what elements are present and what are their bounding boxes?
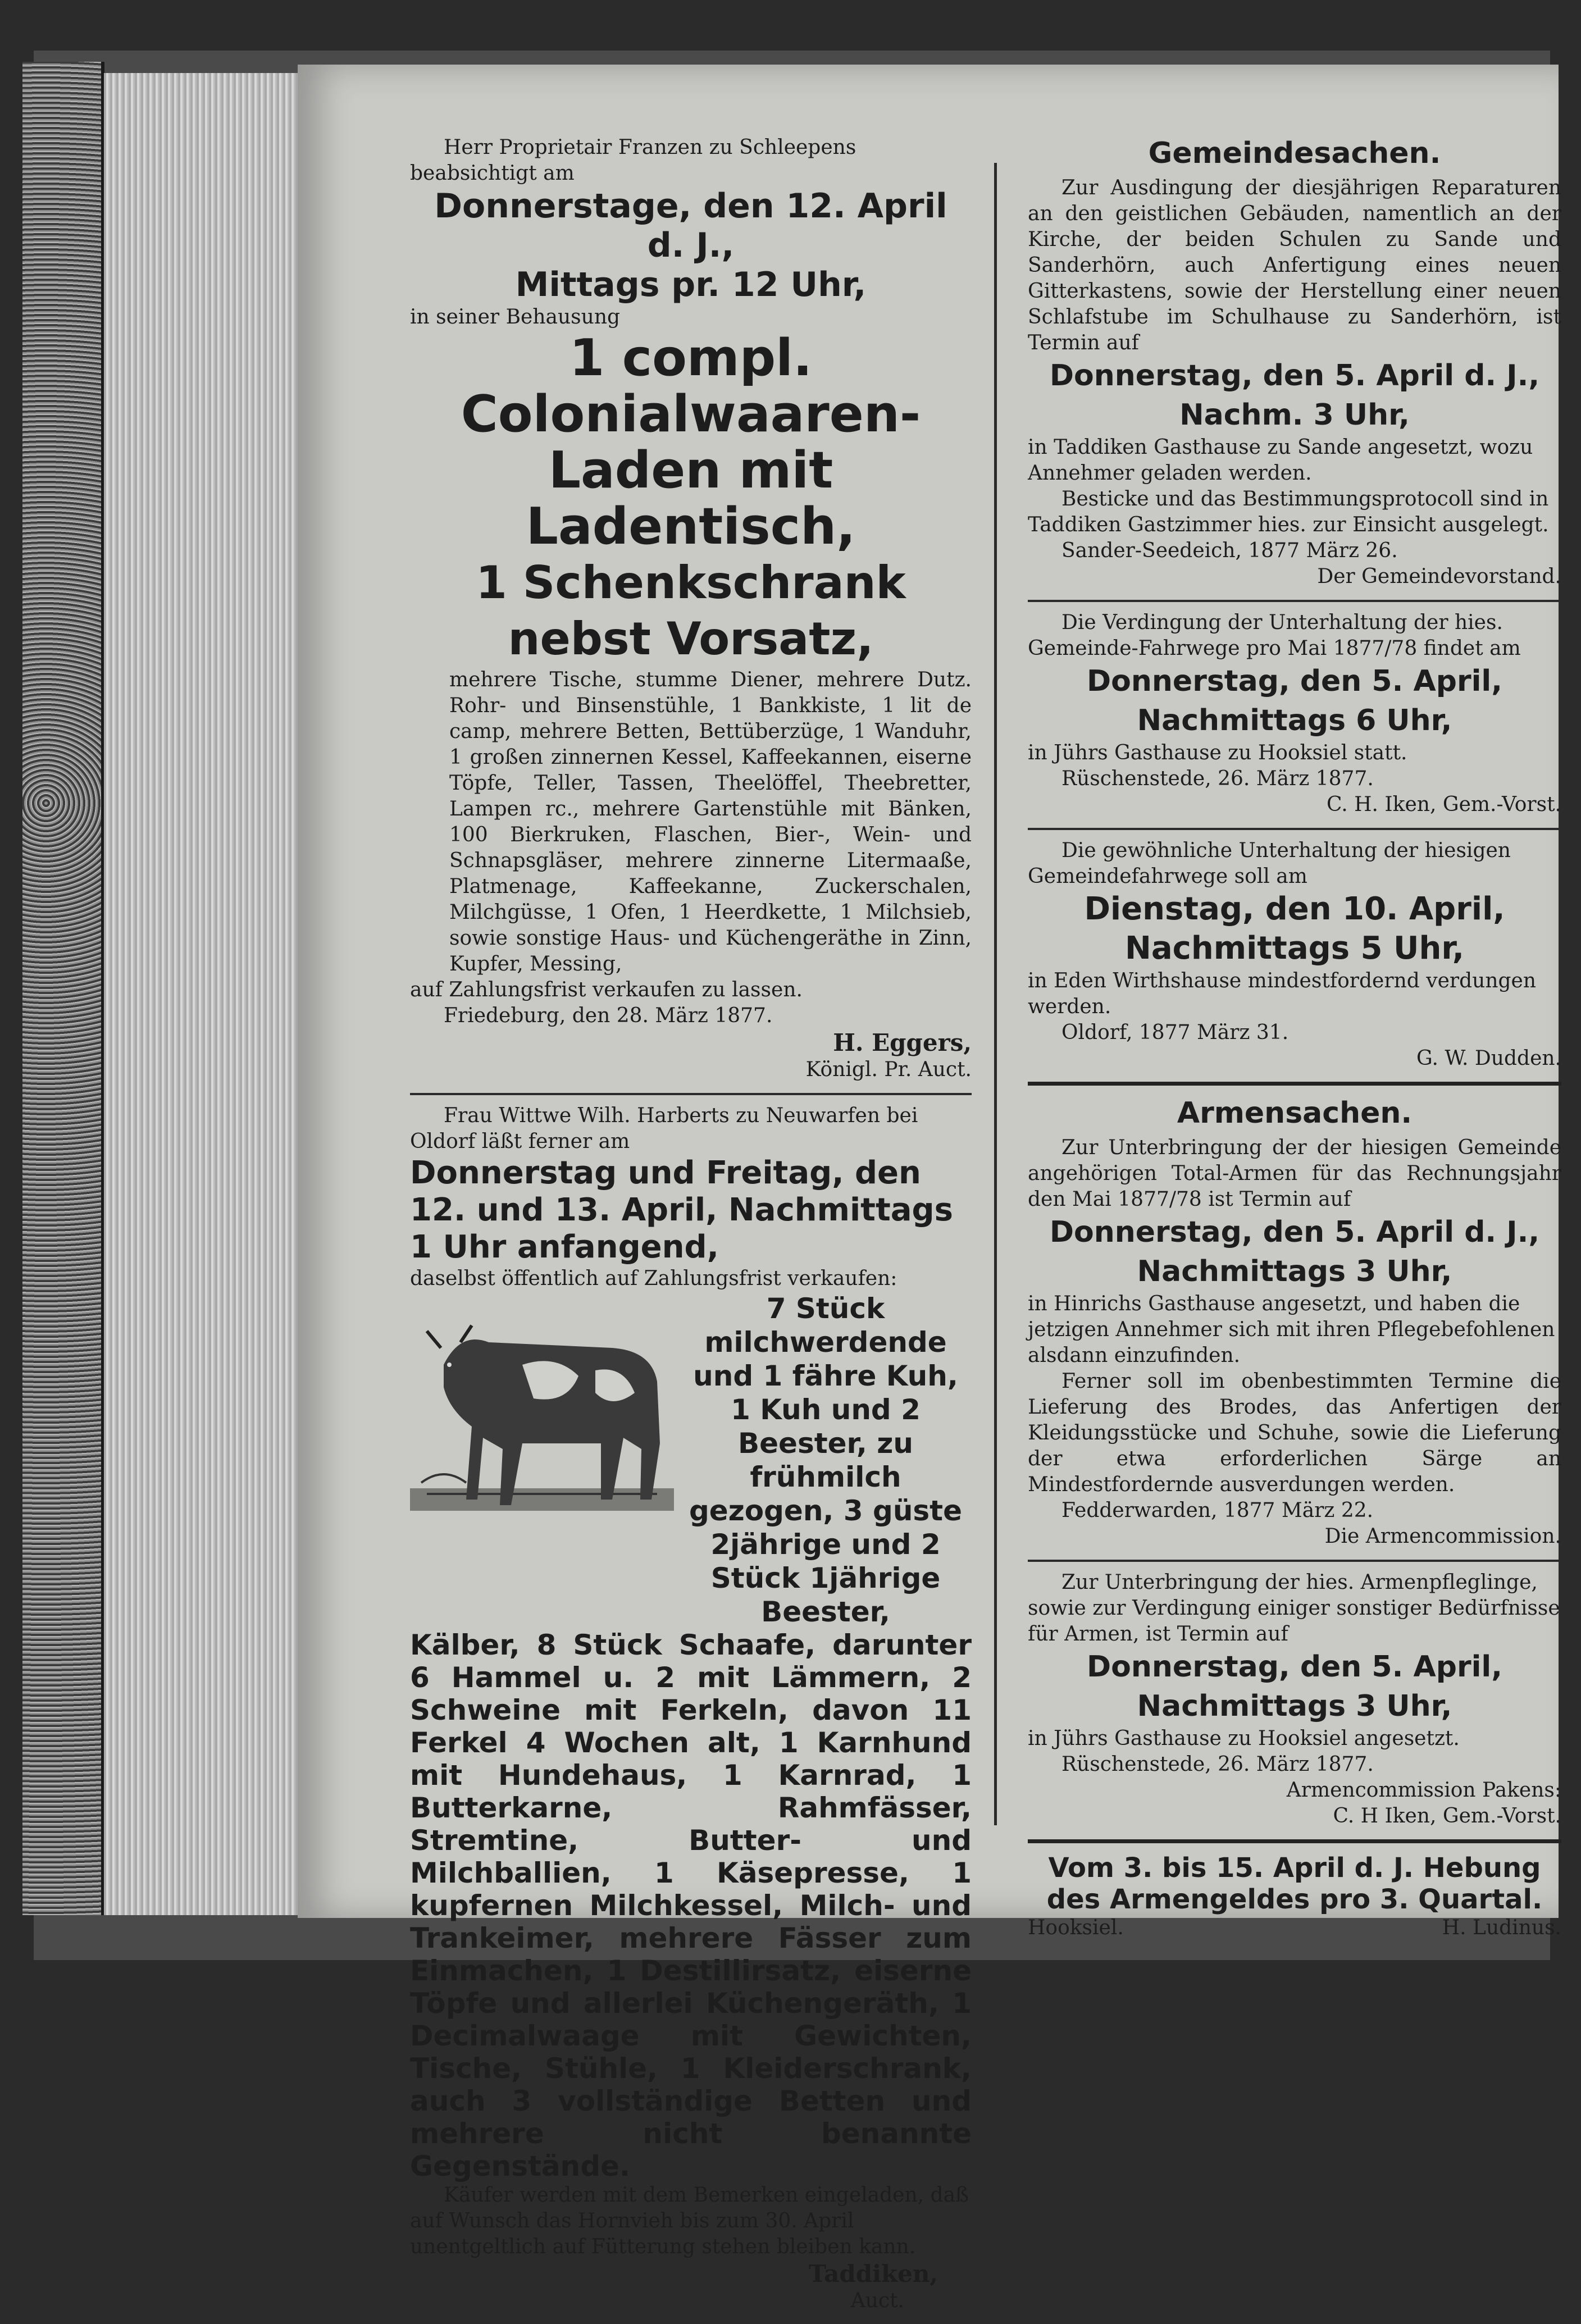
notice-place: Hooksiel.	[1028, 1916, 1124, 1939]
cow-woodcut-illustration	[410, 1297, 674, 1539]
notice-signer: G. W. Dudden.	[1416, 1047, 1561, 1070]
notice-date: Donnerstag, den 5. April,	[1087, 1650, 1502, 1684]
ad-items: Kälber, 8 Stück Schaafe, darunter 6 Hammel u. 2 mit Lämmern, 2 Schweine mit Ferkeln, davon 11 Ferkel 4 Wochen alt, 1 Karnhund mit Hundehaus, 1 Karnrad, 1 Butterkarne, Rahmfässer, Stremtine, Butter- und Milchballien, 1 Käsepresse, 1 kupfernen Milchkessel, Milch- und Trankeimer, mehrere Fässer zum Einmachen, 1 Destillirsatz, eiserne Töpfe und allerlei Küchengeräth, 1 Decimalwaage mit Gewichten, Tische, Stühle, 1 Kleiderschrank, auch 3 vollständige Betten und mehrere nicht benannte Gegenstände.	[410, 1629, 972, 2182]
ad-signer-title: Auct.	[850, 2289, 904, 2312]
notice-signer: Der Gemeindevorstand.	[1317, 565, 1561, 588]
section-heading: Gemeindesachen.	[1148, 136, 1441, 170]
notice-oldorf	[1028, 838, 1561, 1072]
section-gemeindesachen	[1028, 135, 1561, 590]
separator	[1028, 1560, 1561, 1562]
notice-text: Die gewöhnliche Unterhaltung der hiesigen Gemeindefahrwege soll am	[1028, 839, 1511, 888]
notice-signer: C. H Iken, Gem.-Vorst.	[1333, 1804, 1561, 1828]
ad-franzen	[410, 135, 972, 1083]
notice-fahrwege	[1028, 610, 1561, 818]
ad-terms: daselbst öffentlich auf Zahlungsfrist verkaufen:	[410, 1267, 897, 1290]
notice-time: Nachmittags 3 Uhr,	[1137, 1255, 1452, 1288]
notice-text: Vom 3. bis 15. April d. J. Hebung des Armengeldes pro 3. Quartal.	[1046, 1852, 1543, 1915]
ad-signer-title: Königl. Pr. Auct.	[805, 1058, 972, 1081]
ad-item: 1 Schenkschrank nebst Vorsatz,	[476, 557, 906, 665]
page-edges	[104, 73, 300, 1915]
left-column	[410, 135, 972, 2324]
notice-place-date: Sander-Seedeich, 1877 März 26.	[1061, 539, 1398, 562]
notice-time: Nachmittags 6 Uhr,	[1137, 704, 1452, 737]
notice-signer: Die Armencommission.	[1324, 1525, 1561, 1548]
separator	[1028, 1082, 1561, 1086]
notice-note: Ferner soll im obenbestimmten Termine die Lieferung des Brodes, das Anfertigen der Kleidungsstücke und Schuhe, sowie die Lieferung der etwa erforderlichen Särge an Mindestfordernde ausverdungen werden.	[1028, 1370, 1561, 1496]
ad-date: Donnerstage, den 12. April d. J.,	[434, 186, 947, 265]
ad-intro: Herr Proprietair Franzen zu Schleepens beabsichtigt am	[410, 136, 856, 185]
ad-date: Donnerstag und Freitag, den 12. und 13. April, Nachmittags 1 Uhr anfangend,	[410, 1155, 953, 1265]
notice-date: Donnerstag, den 5. April d. J.,	[1049, 359, 1540, 393]
notice-time: Nachm. 3 Uhr,	[1179, 398, 1410, 432]
notice-text: Zur Unterbringung der hies. Armenpfleglinge, sowie zur Verdingung einiger sonstiger Bedürfnisse für Armen, ist Termin auf	[1028, 1571, 1560, 1646]
notice-text: Zur Ausdingung der diesjährigen Reparaturen an den geistlichen Gebäuden, namentlich an der Kirche, der beiden Schulen zu Sande und Sanderhörn, auch Anfertigung eines neuen Gitterkastens, sowie der Herstellung einer neuen Schlafstube im Schulhause zu Sanderhörn, ist Termin auf	[1028, 176, 1561, 354]
ad-terms: auf Zahlungsfrist verkaufen zu lassen.	[410, 978, 803, 1001]
right-column	[1028, 135, 1561, 1951]
separator	[1028, 600, 1561, 602]
notice-place: in Taddiken Gasthause zu Sande angesetzt, wozu Annehmer geladen werden.	[1028, 436, 1533, 485]
separator	[410, 1093, 972, 1095]
notice-place: in Jührs Gasthause zu Hooksiel angesetzt.	[1028, 1727, 1460, 1750]
notice-date: Dienstag, den 10. April,	[1084, 891, 1505, 927]
ad-intro: Frau Wittwe Wilh. Harberts zu Neuwarfen bei Oldorf läßt ferner am	[410, 1104, 918, 1153]
notice-note: Besticke und das Bestimmungsprotocoll sind in Taddiken Gastzimmer hies. zur Einsicht ausgelegt.	[1028, 487, 1549, 536]
notice-place-date: Oldorf, 1877 März 31.	[1061, 1021, 1289, 1044]
notice-armenpfleglinge	[1028, 1570, 1561, 1829]
notice-time: Nachmittags 3 Uhr,	[1137, 1689, 1452, 1723]
separator	[1028, 1839, 1561, 1843]
notice-armengeld	[1028, 1852, 1561, 1941]
notice-place-date: Fedderwarden, 1877 März 22.	[1061, 1499, 1374, 1522]
notice-place: in Hinrichs Gasthause angesetzt, und haben die jetzigen Annehmer sich mit ihren Pflegebefohlenen alsdann einzufinden.	[1028, 1292, 1555, 1367]
ad-item: 1 compl. Colonialwaaren-	[461, 329, 921, 444]
ad-signer: H. Eggers,	[833, 1029, 972, 1056]
notice-text: Die Verdingung der Unterhaltung der hies. Gemeinde-Fahrwege pro Mai 1877/78 findet am	[1028, 611, 1521, 660]
notice-signer: C. H. Iken, Gem.-Vorst.	[1327, 793, 1561, 816]
separator	[1028, 828, 1561, 830]
notice-signer: H. Ludinus.	[1442, 1916, 1561, 1939]
ad-details: mehrere Tische, stumme Diener, mehrere Dutz. Rohr- und Binsenstühle, 1 Bankkiste, 1 lit de camp, mehrere Betten, Bettüberzüge, 1 Wanduhr, 1 großen zinnernen Kessel, Kaffeekannen, eiserne Töpfe, Teller, Tassen, Theelöffel, Theebretter, Lampen rc., mehrere Gartenstühle mit Bänken, 100 Bierkruken, Flaschen, Bier-, Wein- und Schnapsgläser, mehrere zinnerne Litermaaße, Platmenage, Kaffeekanne, Zuckerschalen, Milchgüsse, 1 Ofen, 1 Heerdkette, 1 Milchsieb, sowie sonstige Haus- und Küchengeräthe in Zinn, Kupfer, Messing,	[449, 668, 972, 976]
ad-signer: Taddiken,	[808, 2260, 938, 2287]
column-divider	[994, 163, 997, 1825]
ad-place: in seiner Behausung	[410, 306, 621, 329]
notice-place: in Jührs Gasthause zu Hooksiel statt.	[1028, 741, 1407, 764]
ad-time: Mittags pr. 12 Uhr,	[515, 265, 867, 304]
notice-place-date: Rüschenstede, 26. März 1877.	[1061, 767, 1374, 790]
notice-time: Nachmittags 5 Uhr,	[1125, 930, 1464, 967]
notice-place-date: Rüschenstede, 26. März 1877.	[1061, 1753, 1374, 1776]
notice-place: in Eden Wirthshause mindestfordernd verdungen werden.	[1028, 969, 1537, 1018]
notice-date: Donnerstag, den 5. April d. J.,	[1049, 1215, 1540, 1249]
notice-signer: Armencommission Pakens:	[1286, 1779, 1561, 1802]
ad-harberts	[410, 1103, 972, 2314]
marbled-cover	[22, 62, 104, 1915]
ad-item: Laden mit Ladentisch,	[526, 441, 856, 556]
section-heading: Armensachen.	[1177, 1096, 1413, 1130]
cow-section	[410, 1292, 972, 1629]
ad-cow-text: 7 Stück milchwerdende und 1 fähre Kuh, 1 Kuh und 2 Beester, zu frühmilch gezogen, 3 güste 2jährige und 2 Stück 1jährige Beester,	[689, 1292, 962, 1628]
ad-note: Käufer werden mit dem Bemerken eingeladen, daß auf Wunsch das Hornvieh bis zum 30. April unentgeltlich auf Fütterung stehen bleiben kann.	[410, 2184, 969, 2258]
notice-text: Zur Unterbringung der der hiesigen Gemeinde angehörigen Total-Armen für das Rechnungsjahr den Mai 1877/78 ist Termin auf	[1028, 1136, 1561, 1211]
section-armensachen	[1028, 1095, 1561, 1550]
ad-place-date: Friedeburg, den 28. März 1877.	[444, 1004, 773, 1027]
notice-date: Donnerstag, den 5. April,	[1087, 664, 1502, 698]
